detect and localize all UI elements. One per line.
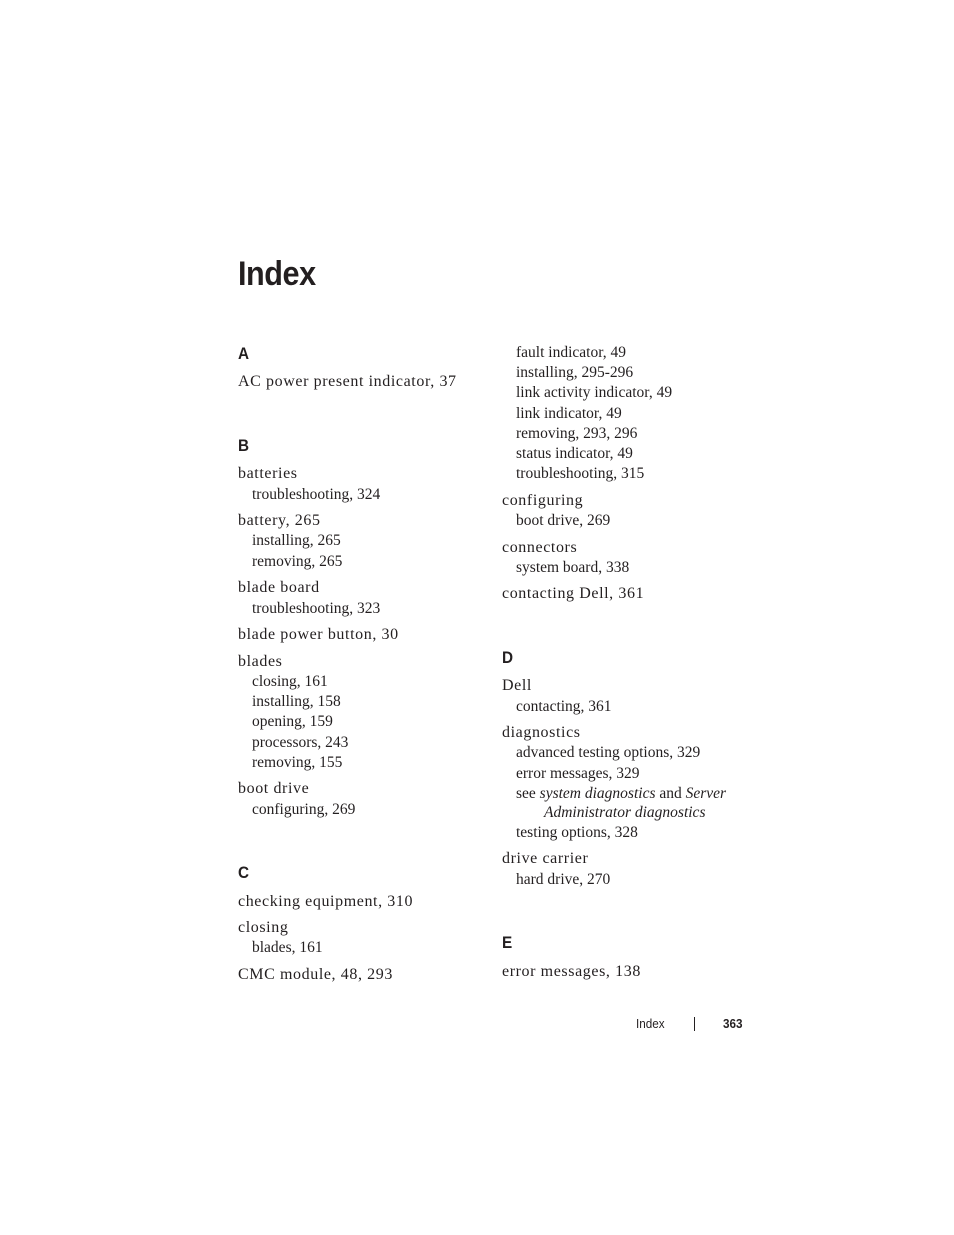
section-letter-d: D bbox=[502, 648, 514, 667]
index-subentry: installing, 265 bbox=[252, 532, 341, 549]
section-letter-e: E bbox=[502, 933, 513, 952]
index-entry: batteries bbox=[238, 465, 298, 482]
index-subentry: installing, 158 bbox=[252, 693, 341, 710]
index-entry: contacting Dell, 361 bbox=[502, 585, 645, 602]
index-entry: closing bbox=[238, 919, 289, 936]
index-subentry: testing options, 328 bbox=[516, 824, 638, 841]
index-entry: blades bbox=[238, 653, 283, 670]
index-entry: checking equipment, 310 bbox=[238, 893, 414, 910]
index-entry: configuring bbox=[502, 492, 584, 509]
index-subentry: troubleshooting, 323 bbox=[252, 600, 381, 617]
index-subentry: processors, 243 bbox=[252, 734, 349, 751]
index-subentry: removing, 293, 296 bbox=[516, 425, 638, 442]
index-entry: diagnostics bbox=[502, 724, 581, 741]
index-entry: connectors bbox=[502, 539, 578, 556]
see-prefix: see bbox=[516, 785, 540, 802]
page-number: 363 bbox=[723, 1016, 743, 1031]
index-entry: battery, 265 bbox=[238, 512, 321, 529]
footer-section-label: Index bbox=[636, 1016, 665, 1031]
index-subentry: installing, 295-296 bbox=[516, 364, 634, 381]
section-letter-a: A bbox=[238, 344, 250, 363]
see-conjunction: and bbox=[655, 785, 686, 802]
index-subentry: configuring, 269 bbox=[252, 801, 356, 818]
index-subentry: troubleshooting, 315 bbox=[516, 465, 645, 482]
index-entry: Dell bbox=[502, 677, 532, 694]
index-entry: blade board bbox=[238, 579, 320, 596]
cross-reference-continuation bbox=[544, 803, 705, 823]
index-subentry: troubleshooting, 324 bbox=[252, 486, 381, 503]
index-subentry: removing, 155 bbox=[252, 754, 343, 771]
cross-reference-target: Server bbox=[685, 785, 727, 802]
cross-reference bbox=[516, 784, 726, 804]
section-letter-c: C bbox=[238, 863, 250, 882]
index-subentry: opening, 159 bbox=[252, 713, 333, 730]
index-entry: boot drive bbox=[238, 780, 310, 797]
index-entry: blade power button, 30 bbox=[238, 626, 399, 643]
index-subentry: link indicator, 49 bbox=[516, 405, 622, 422]
index-entry: CMC module, 48, 293 bbox=[238, 966, 393, 983]
page-title: Index bbox=[238, 255, 316, 293]
footer-divider bbox=[694, 1017, 695, 1031]
cross-reference-target: system diagnostics bbox=[539, 785, 656, 802]
index-subentry: closing, 161 bbox=[252, 673, 328, 690]
index-subentry: removing, 265 bbox=[252, 553, 343, 570]
section-letter-b: B bbox=[238, 436, 250, 455]
index-subentry: fault indicator, 49 bbox=[516, 344, 626, 361]
index-entry: drive carrier bbox=[502, 850, 589, 867]
index-entry: error messages, 138 bbox=[502, 963, 641, 980]
cross-reference-target: Administrator diagnostics bbox=[544, 804, 706, 821]
index-subentry: boot drive, 269 bbox=[516, 512, 611, 529]
index-subentry: error messages, 329 bbox=[516, 765, 640, 782]
index-entry: AC power present indicator, 37 bbox=[238, 373, 457, 390]
index-subentry: advanced testing options, 329 bbox=[516, 744, 701, 761]
index-subentry: system board, 338 bbox=[516, 559, 630, 576]
index-subentry: link activity indicator, 49 bbox=[516, 384, 673, 401]
index-subentry: blades, 161 bbox=[252, 939, 323, 956]
index-subentry: status indicator, 49 bbox=[516, 445, 633, 462]
index-subentry: hard drive, 270 bbox=[516, 871, 611, 888]
index-subentry: contacting, 361 bbox=[516, 698, 612, 715]
